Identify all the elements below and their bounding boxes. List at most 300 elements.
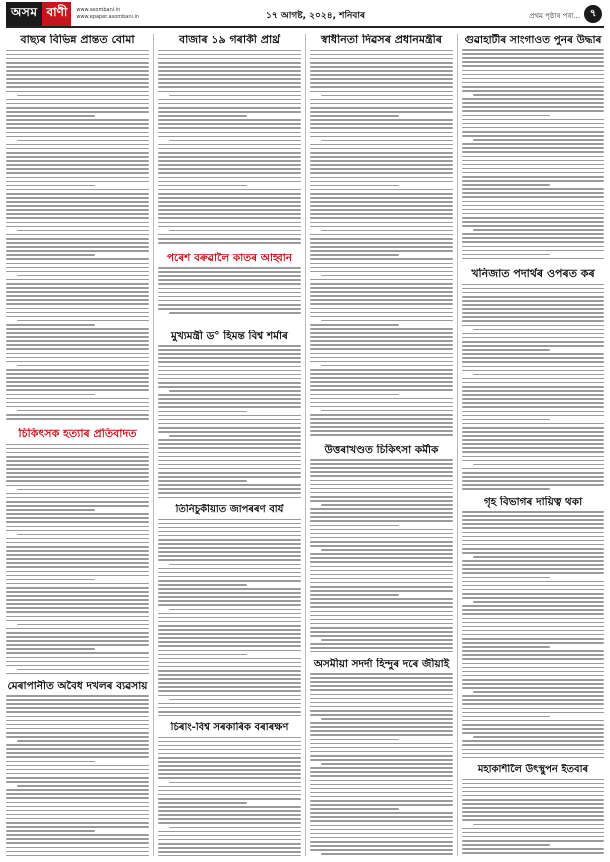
text-line bbox=[462, 176, 604, 178]
text-line bbox=[6, 802, 149, 804]
text-line bbox=[6, 312, 149, 314]
text-line bbox=[310, 348, 453, 350]
text-line bbox=[6, 394, 95, 396]
text-line bbox=[6, 720, 149, 722]
article[interactable] bbox=[158, 330, 301, 498]
text-line bbox=[310, 606, 453, 608]
text-line bbox=[462, 90, 604, 92]
text-line bbox=[158, 468, 301, 470]
text-line bbox=[6, 830, 95, 832]
text-line bbox=[158, 539, 301, 541]
text-line bbox=[158, 806, 301, 808]
text-line bbox=[310, 627, 453, 629]
text-line bbox=[158, 753, 301, 755]
text-line bbox=[462, 164, 604, 166]
text-line bbox=[310, 849, 453, 851]
text-line bbox=[462, 548, 604, 550]
text-line bbox=[462, 131, 604, 133]
text-line bbox=[158, 839, 301, 841]
text-line bbox=[158, 670, 301, 672]
text-line bbox=[310, 418, 453, 420]
text-line bbox=[462, 568, 604, 570]
text-line bbox=[310, 353, 453, 355]
text-line bbox=[462, 312, 604, 314]
text-line bbox=[310, 800, 453, 802]
article-body bbox=[310, 459, 453, 652]
text-line bbox=[6, 50, 149, 52]
text-line bbox=[310, 467, 453, 469]
text-line bbox=[6, 373, 149, 375]
text-line bbox=[310, 340, 453, 342]
text-line bbox=[6, 583, 149, 585]
text-line bbox=[462, 221, 604, 223]
text-line bbox=[158, 296, 301, 298]
text-line bbox=[462, 460, 604, 462]
text-line bbox=[158, 480, 247, 482]
text-line bbox=[6, 119, 149, 121]
text-line bbox=[462, 168, 604, 170]
text-line bbox=[6, 748, 149, 750]
text-line bbox=[310, 508, 453, 510]
text-line bbox=[462, 192, 604, 194]
text-line bbox=[310, 755, 453, 757]
article-headline[interactable]: মুখ্যমন্ত্ৰী ড° হিমন্ত বিশ্ব শৰ্মাৰ bbox=[171, 330, 288, 342]
website-line-1[interactable]: www.asombani.in bbox=[76, 7, 121, 13]
text-line bbox=[6, 657, 149, 659]
text-line bbox=[310, 829, 453, 831]
text-line bbox=[462, 476, 604, 478]
text-line bbox=[310, 86, 453, 88]
text-line bbox=[310, 488, 453, 490]
text-line bbox=[473, 556, 604, 558]
text-line bbox=[158, 111, 301, 113]
text-line bbox=[158, 707, 301, 709]
text-line bbox=[310, 730, 453, 732]
text-line bbox=[6, 209, 149, 211]
text-line bbox=[310, 631, 453, 633]
text-line bbox=[158, 765, 301, 767]
text-line bbox=[158, 226, 301, 228]
text-line bbox=[462, 544, 604, 546]
text-line bbox=[158, 666, 301, 668]
text-line bbox=[158, 769, 301, 771]
text-line bbox=[6, 665, 149, 667]
text-line bbox=[462, 320, 604, 322]
newspaper-logo bbox=[6, 4, 139, 24]
text-line bbox=[6, 172, 149, 174]
article-body bbox=[6, 444, 149, 674]
text-line bbox=[158, 584, 247, 586]
text-line bbox=[6, 389, 149, 391]
text-line bbox=[158, 406, 301, 408]
article-headline[interactable]: তিনিচুকীয়াত জাপৰৰণ বাৰ্য bbox=[175, 504, 284, 515]
text-line bbox=[310, 471, 453, 473]
text-line bbox=[462, 386, 604, 388]
text-line bbox=[6, 377, 149, 379]
text-line bbox=[310, 496, 453, 498]
text-line bbox=[6, 707, 149, 709]
text-line bbox=[462, 366, 604, 368]
text-line bbox=[158, 641, 301, 643]
text-line bbox=[169, 699, 301, 701]
text-line bbox=[310, 808, 399, 810]
text-line bbox=[310, 484, 453, 486]
text-line bbox=[158, 119, 301, 121]
text-line bbox=[6, 699, 149, 701]
article-headline[interactable]: চিকিৎসক হত্যাৰ প্ৰতিবাদত bbox=[18, 428, 137, 440]
text-line bbox=[6, 234, 149, 236]
text-line bbox=[6, 648, 95, 650]
text-line bbox=[6, 476, 149, 478]
text-line bbox=[462, 658, 604, 660]
text-line bbox=[6, 254, 95, 256]
text-line bbox=[17, 624, 149, 626]
text-line bbox=[310, 590, 453, 592]
text-line bbox=[310, 694, 453, 696]
text-line bbox=[158, 222, 301, 224]
text-line bbox=[462, 250, 604, 252]
article-headline[interactable]: বাছ্যৰ বিভিন্ন প্ৰান্তত বোমা bbox=[20, 34, 135, 46]
text-line bbox=[6, 287, 149, 289]
text-line bbox=[310, 561, 453, 563]
text-line bbox=[6, 616, 149, 618]
text-line bbox=[310, 201, 453, 203]
text-line bbox=[6, 834, 149, 836]
text-line bbox=[462, 57, 604, 59]
text-line bbox=[158, 711, 301, 713]
text-line bbox=[473, 329, 604, 331]
text-line bbox=[310, 406, 453, 408]
text-line bbox=[6, 283, 149, 285]
article-headline[interactable]: মেৰাপানীত অবৈধ দখলৰ ব্যৱসায় bbox=[7, 680, 148, 692]
article[interactable] bbox=[158, 504, 301, 716]
text-line bbox=[310, 144, 453, 146]
text-line bbox=[310, 837, 453, 839]
article[interactable] bbox=[6, 680, 149, 856]
text-line bbox=[158, 382, 301, 384]
text-line bbox=[6, 789, 149, 791]
text-line bbox=[6, 385, 149, 387]
article[interactable] bbox=[310, 444, 453, 652]
text-line bbox=[6, 136, 149, 138]
article[interactable] bbox=[158, 34, 301, 246]
text-line bbox=[158, 472, 301, 474]
article-headline[interactable]: স্বাধীনতা দিৱসৰ প্ৰধানমন্ত্ৰীৰ bbox=[321, 34, 442, 46]
text-line bbox=[310, 751, 453, 753]
text-line bbox=[6, 542, 149, 544]
text-line bbox=[462, 484, 604, 486]
text-line bbox=[462, 237, 604, 239]
text-line bbox=[158, 654, 247, 656]
text-line bbox=[6, 838, 149, 840]
article[interactable] bbox=[6, 34, 149, 422]
text-line bbox=[6, 728, 149, 730]
text-line bbox=[6, 414, 149, 416]
text-line bbox=[462, 511, 604, 513]
text-line bbox=[158, 58, 301, 60]
text-line bbox=[6, 628, 149, 630]
text-line bbox=[462, 143, 604, 145]
text-line bbox=[6, 579, 95, 581]
article-headline[interactable]: গুৱাহাটীৰ সাংগাওত পুনৰ উদ্ধাৰ bbox=[464, 34, 602, 46]
article-headline[interactable]: অসমীয়া সদৰ্দা হিন্দুৰ দৰে জীয়াই bbox=[313, 658, 450, 670]
article-headline[interactable]: মহাকাশীলৈ উৎস্থুপন ইতবাৰ bbox=[477, 764, 589, 775]
text-line bbox=[158, 115, 247, 117]
text-line bbox=[462, 300, 604, 302]
text-line bbox=[169, 140, 301, 142]
text-line bbox=[6, 291, 149, 293]
text-line bbox=[462, 361, 604, 363]
text-line bbox=[310, 673, 453, 675]
text-line bbox=[6, 217, 149, 219]
text-line bbox=[158, 568, 301, 570]
text-line bbox=[6, 303, 149, 305]
text-line bbox=[158, 576, 301, 578]
text-line bbox=[321, 95, 453, 97]
text-line bbox=[158, 814, 301, 816]
text-line bbox=[6, 530, 149, 532]
page-header bbox=[6, 4, 604, 28]
text-line bbox=[462, 431, 604, 433]
text-line bbox=[6, 818, 149, 820]
text-line bbox=[310, 389, 453, 391]
article-headline[interactable]: খনিজাত পদাৰ্থৰ ওপৰত কৰ bbox=[471, 268, 595, 280]
text-line bbox=[310, 132, 453, 134]
text-line bbox=[6, 640, 149, 642]
text-line bbox=[310, 706, 453, 708]
text-line bbox=[310, 328, 453, 330]
text-line bbox=[158, 353, 301, 355]
text-line bbox=[321, 718, 453, 720]
text-line bbox=[6, 86, 149, 88]
text-line bbox=[310, 344, 453, 346]
text-line bbox=[6, 851, 149, 853]
text-line bbox=[310, 557, 453, 559]
text-line bbox=[310, 336, 453, 338]
text-line bbox=[6, 444, 149, 446]
text-line bbox=[158, 148, 301, 150]
text-line bbox=[158, 773, 301, 775]
text-line bbox=[158, 62, 301, 64]
text-line bbox=[6, 398, 149, 400]
text-line bbox=[6, 765, 149, 767]
text-line bbox=[6, 308, 149, 310]
text-line bbox=[158, 366, 301, 368]
text-line bbox=[462, 593, 604, 595]
text-line bbox=[158, 288, 301, 290]
text-line bbox=[310, 246, 453, 248]
text-line bbox=[310, 295, 453, 297]
text-line bbox=[462, 435, 604, 437]
text-line bbox=[6, 855, 149, 856]
text-line bbox=[462, 415, 604, 417]
text-line bbox=[6, 197, 149, 199]
text-line bbox=[6, 353, 149, 355]
text-line bbox=[6, 448, 149, 450]
text-line bbox=[462, 753, 604, 755]
article-body bbox=[462, 511, 604, 758]
text-line bbox=[310, 308, 453, 310]
text-line bbox=[310, 689, 453, 691]
text-line bbox=[158, 547, 301, 549]
text-line bbox=[6, 538, 149, 540]
text-line bbox=[6, 661, 149, 663]
text-line bbox=[462, 292, 604, 294]
text-line bbox=[158, 818, 301, 820]
article[interactable] bbox=[462, 496, 604, 758]
text-line bbox=[310, 385, 453, 387]
text-line bbox=[321, 230, 453, 232]
text-line bbox=[462, 650, 604, 652]
text-line bbox=[6, 773, 149, 775]
article[interactable] bbox=[462, 34, 604, 262]
column-divider bbox=[153, 34, 154, 856]
text-line bbox=[310, 545, 453, 547]
text-line bbox=[310, 217, 453, 219]
text-line bbox=[462, 337, 604, 339]
text-line bbox=[6, 716, 149, 718]
text-line bbox=[6, 406, 149, 408]
article[interactable] bbox=[158, 722, 301, 856]
text-line bbox=[462, 160, 604, 162]
article-headline[interactable]: গৃহ বিভাগৰ দায়িত্ব থকা bbox=[483, 496, 583, 508]
text-line bbox=[158, 398, 301, 400]
text-line bbox=[158, 555, 301, 557]
article[interactable] bbox=[158, 252, 301, 324]
text-line bbox=[158, 822, 301, 824]
text-line bbox=[462, 783, 604, 785]
text-line bbox=[462, 188, 604, 190]
text-line bbox=[310, 739, 399, 741]
text-line bbox=[158, 152, 301, 154]
text-line bbox=[158, 304, 301, 306]
column-4 bbox=[462, 34, 604, 856]
text-line bbox=[310, 726, 453, 728]
text-line bbox=[310, 792, 453, 794]
text-line bbox=[310, 402, 453, 404]
article-headline[interactable]: চিৰাং-বিশ্ব সৰকাৰিক বৰাৰক্ষণ bbox=[170, 722, 289, 733]
text-line bbox=[310, 722, 453, 724]
text-line bbox=[462, 836, 604, 838]
text-line bbox=[310, 99, 453, 101]
text-line bbox=[462, 370, 604, 372]
text-line bbox=[462, 258, 604, 260]
article-headline[interactable]: বাজাৰ ১৯ গৰাকী প্ৰাৰ্থ্ৰ bbox=[179, 34, 280, 46]
text-line bbox=[462, 127, 604, 129]
text-line bbox=[6, 842, 149, 844]
text-line bbox=[462, 564, 604, 566]
text-line bbox=[462, 527, 604, 529]
text-line bbox=[310, 197, 453, 199]
text-line bbox=[310, 115, 399, 117]
text-line bbox=[462, 589, 604, 591]
text-line bbox=[462, 732, 604, 734]
article[interactable] bbox=[462, 764, 604, 856]
text-line bbox=[310, 254, 399, 256]
article-headline[interactable]: উত্তৰাখণ্ডত চিকিৎসা কৰ্মীক bbox=[324, 444, 439, 456]
text-line bbox=[6, 756, 149, 758]
text-line bbox=[6, 369, 149, 371]
text-line bbox=[6, 744, 149, 746]
article-body bbox=[462, 779, 604, 857]
text-line bbox=[462, 357, 604, 359]
text-line bbox=[310, 279, 453, 281]
text-line bbox=[462, 333, 604, 335]
text-line bbox=[462, 49, 604, 51]
text-line bbox=[6, 336, 149, 338]
text-line bbox=[158, 164, 301, 166]
article-headline[interactable]: পৰেশ বৰুৱালৈ কাতৰ আহ্বান bbox=[166, 252, 293, 264]
text-line bbox=[310, 205, 453, 207]
text-line bbox=[169, 95, 301, 97]
text-line bbox=[310, 324, 399, 326]
page-continuation-label: প্ৰথম পৃষ্ঠাৰ পৰা... bbox=[529, 12, 580, 20]
text-line bbox=[462, 848, 604, 850]
text-line bbox=[6, 456, 149, 458]
text-line bbox=[473, 691, 604, 693]
article[interactable] bbox=[310, 658, 453, 856]
article[interactable] bbox=[6, 428, 149, 674]
text-line bbox=[310, 394, 399, 396]
text-line bbox=[310, 841, 453, 843]
text-line bbox=[310, 74, 453, 76]
text-line bbox=[473, 736, 604, 738]
text-line bbox=[6, 814, 149, 816]
text-line bbox=[310, 271, 453, 273]
article[interactable] bbox=[462, 268, 604, 490]
text-line bbox=[6, 752, 149, 754]
text-line bbox=[310, 82, 453, 84]
text-line bbox=[6, 777, 149, 779]
text-line bbox=[462, 115, 550, 117]
text-line bbox=[462, 82, 604, 84]
text-line bbox=[158, 715, 301, 716]
text-line bbox=[321, 140, 453, 142]
text-line bbox=[462, 419, 550, 421]
website-line-2[interactable]: www.epaper.asombani.in bbox=[76, 14, 140, 20]
text-line bbox=[6, 797, 149, 799]
text-line bbox=[462, 406, 604, 408]
text-line bbox=[310, 602, 453, 604]
text-line bbox=[6, 493, 149, 495]
text-line bbox=[6, 246, 149, 248]
text-line bbox=[462, 378, 604, 380]
text-line bbox=[462, 316, 604, 318]
text-line bbox=[158, 168, 301, 170]
text-line bbox=[158, 217, 301, 219]
text-line bbox=[310, 685, 453, 687]
text-line bbox=[462, 382, 604, 384]
text-line bbox=[462, 675, 604, 677]
text-line bbox=[462, 205, 604, 207]
column-1 bbox=[6, 34, 149, 856]
text-line bbox=[310, 398, 453, 400]
text-line bbox=[6, 497, 149, 499]
text-line bbox=[462, 296, 604, 298]
text-line bbox=[310, 242, 453, 244]
text-line bbox=[462, 724, 604, 726]
text-line bbox=[158, 695, 301, 697]
text-line bbox=[158, 345, 301, 347]
article[interactable] bbox=[310, 34, 453, 438]
article-body bbox=[158, 267, 301, 314]
text-line bbox=[462, 135, 604, 137]
text-line bbox=[462, 646, 550, 648]
text-line bbox=[473, 229, 604, 231]
text-line bbox=[462, 254, 550, 256]
text-line bbox=[17, 140, 149, 142]
logo-accent: বাণী bbox=[42, 2, 71, 26]
